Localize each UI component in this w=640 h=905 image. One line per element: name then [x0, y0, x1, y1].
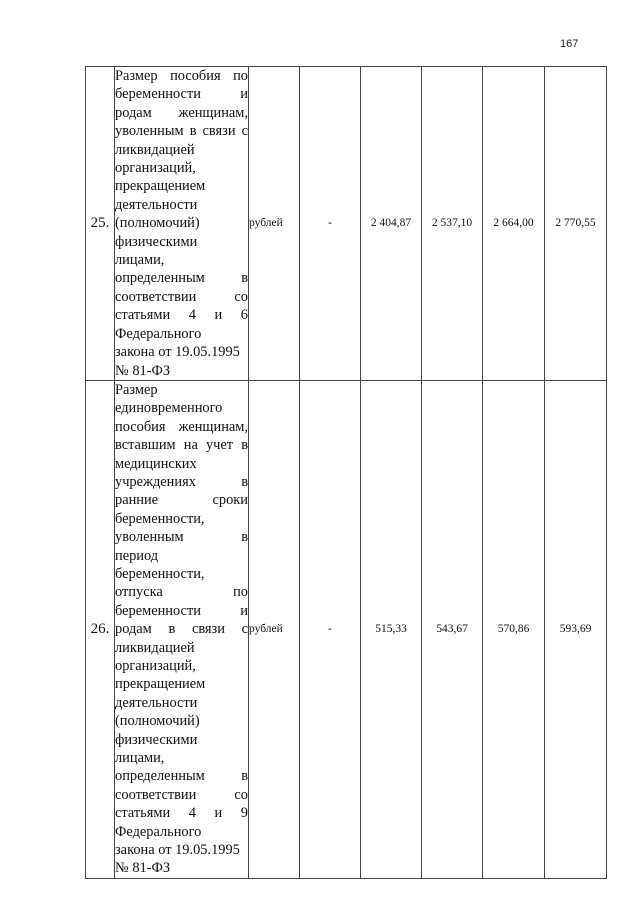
page-number: 167: [560, 38, 579, 50]
description-line: закона от 19.05.1995: [115, 344, 240, 361]
row-value-2: 2 537,10: [422, 67, 483, 381]
table-row: [86, 67, 607, 381]
row-description: [115, 380, 249, 878]
row-value-3: 570,86: [483, 380, 545, 878]
table-row: [86, 380, 607, 878]
description-line: пособия женщинам,: [115, 418, 248, 435]
description-line: № 81-ФЗ: [115, 362, 171, 379]
description-line: учреждениях в: [115, 473, 248, 490]
description-line: № 81-ФЗ: [115, 860, 171, 877]
description-line: ликвидацией: [115, 639, 195, 656]
row-value-1: 515,33: [361, 380, 422, 878]
description-line: физическими: [115, 233, 198, 250]
description-line: уволенным в связи с: [115, 123, 248, 140]
description-line: родам женщинам,: [115, 104, 248, 121]
description-line: определенным в: [115, 270, 248, 287]
row-value-3: 2 664,00: [483, 67, 545, 381]
description-line: уволенным в: [115, 529, 248, 546]
description-line: организаций,: [115, 658, 196, 674]
row-number: 25.: [86, 67, 115, 381]
description-line: родам в связи с: [115, 621, 248, 638]
description-line: закона от 19.05.1995: [115, 842, 240, 859]
row-value-4: 2 770,55: [545, 67, 607, 381]
description-line: ранние сроки: [115, 492, 248, 509]
description-line: лицами,: [115, 252, 165, 269]
description-line: (полномочий): [115, 713, 200, 730]
description-line: беременности,: [115, 510, 205, 527]
description-line: Федерального: [115, 325, 202, 342]
description-line: беременности и: [115, 86, 248, 103]
description-line: вставшим на учет в: [115, 437, 248, 454]
row-number: 26.: [86, 380, 115, 878]
description-line: статьями 4 и 6: [115, 307, 248, 324]
description-line: ликвидацией: [115, 141, 195, 158]
description-line: период: [115, 547, 159, 564]
description-line: соответствии со: [115, 786, 248, 803]
description-line: статьями 4 и 9: [115, 805, 248, 822]
description-line: прекращением: [115, 178, 206, 195]
description-line: Размер пособия по: [115, 68, 248, 84]
description-line: деятельности: [115, 196, 198, 213]
row-value-1: 2 404,87: [361, 67, 422, 381]
description-line: лицами,: [115, 750, 165, 767]
description-line: определенным в: [115, 768, 248, 785]
description-line: беременности,: [115, 565, 205, 582]
row-description: [115, 67, 249, 381]
description-line: Размер: [115, 381, 158, 398]
row-base-value: -: [300, 380, 361, 878]
description-line: (полномочий): [115, 215, 200, 232]
description-line: прекращением: [115, 676, 206, 693]
row-value-4: 593,69: [545, 380, 607, 878]
description-line: физическими: [115, 731, 198, 748]
row-value-2: 543,67: [422, 380, 483, 878]
description-line: деятельности: [115, 694, 198, 711]
row-base-value: -: [300, 67, 361, 381]
row-unit: рублей: [249, 67, 300, 381]
description-line: единовременного: [115, 400, 223, 417]
description-line: отпуска по: [115, 584, 248, 601]
benefits-table: [85, 66, 607, 879]
row-unit: рублей: [249, 380, 300, 878]
description-line: соответствии со: [115, 288, 248, 305]
description-line: организаций,: [115, 160, 196, 177]
description-line: беременности и: [115, 602, 248, 619]
description-line: медицинских: [115, 455, 197, 472]
description-line: Федерального: [115, 823, 202, 840]
